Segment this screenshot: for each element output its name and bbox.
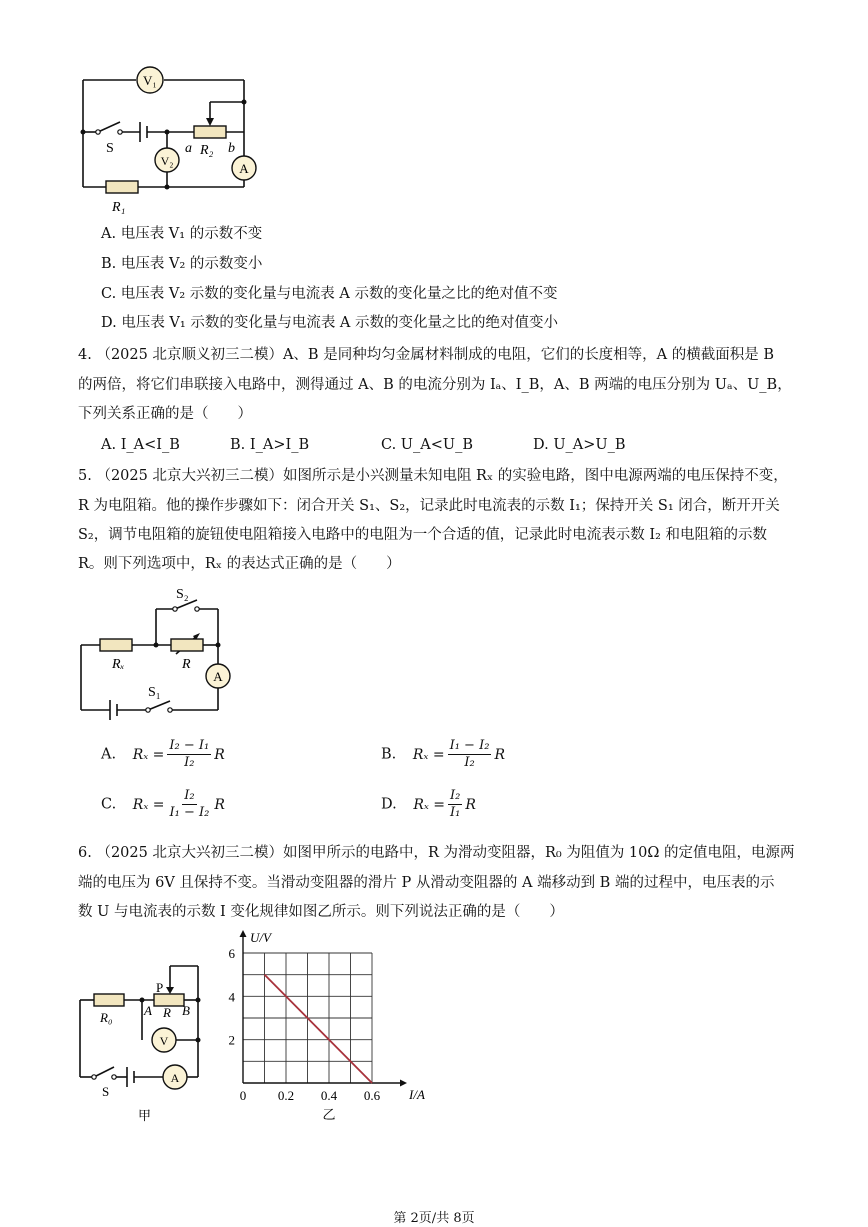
q6-slider-p-label: P (156, 980, 164, 995)
q6-circuit-diagram (72, 960, 212, 1125)
q3-option-c: C. 电压表 V₂ 示数的变化量与电流表 A 示数的变化量之比的绝对值不变 (101, 286, 558, 302)
q5-option-a-numerator: I₂ − I₁ (169, 738, 210, 753)
q3-end-b-label: b (228, 141, 235, 156)
q5-option-a (101, 738, 225, 771)
q6-switch-label: S (102, 1084, 110, 1099)
q4-option-c: C. U_A<U_B (381, 437, 474, 453)
q3-end-a-label: a (185, 141, 192, 156)
q6-circuit-caption: 甲 (138, 1108, 152, 1123)
q3-circuit-diagram (70, 60, 280, 220)
q4-option-b: B. I_A>I_B (230, 437, 310, 453)
u-i-series-line (265, 975, 373, 1083)
q6-ammeter-label: A (170, 1071, 180, 1085)
q5-option-a-rhs: R (214, 746, 225, 763)
q5-option-c (101, 788, 225, 821)
q4-text-line2: 的两倍，将它们串联接入电路中，测得通过 A、B 的电流分别为 Iₐ、I_B，A、B 两端的电压分别为 Uₐ、U_B， (78, 377, 792, 393)
q3-v1-label: V₁ (143, 73, 157, 88)
q5-circuit-diagram (75, 582, 240, 722)
q5-option-d-lhs: Rₓ = (413, 796, 446, 813)
q6-text-line1: 6. （2025 北京大兴初三二模）如图甲所示的电路中，R 为滑动变阻器，R₀ 为阻值为 10Ω 的定值电阻，电源两 (78, 845, 795, 861)
y-tick-label: 6 (228, 946, 235, 961)
q5-option-b-numerator: I₁ − I₂ (449, 738, 490, 753)
q3-r1-label: R₁ (112, 200, 126, 215)
q4-text-line3: 下列关系正确的是（ ） (78, 406, 252, 422)
y-axis-arrow (240, 930, 247, 937)
q5-option-c-rhs: R (214, 796, 225, 813)
q5-option-b (381, 738, 505, 771)
q5-text-line1: 5. （2025 北京大兴初三二模）如图所示是小兴测量未知电阻 Rₓ 的实验电路，图中电源两端的电压保持不变， (78, 468, 788, 484)
q3-ammeter-label: A (239, 161, 249, 176)
q6-voltmeter-label: V (159, 1034, 169, 1048)
x-tick-label: 0.4 (320, 1088, 338, 1103)
x-axis-label: I/A (409, 1087, 425, 1102)
y-tick-label: 2 (228, 1032, 235, 1048)
q5-option-a-letter: A. (101, 746, 117, 763)
q5-option-d-letter: D. (381, 796, 397, 813)
q5-ammeter-label: A (213, 669, 223, 684)
y-axis-label: U/V (250, 930, 271, 945)
q3-switch-label: S (106, 141, 114, 156)
q6-text-line3: 数 U 与电流表的示数 I 变化规律如图乙所示。则下列说法正确的是（ ） (78, 904, 564, 920)
q5-rx-label: Rₓ (112, 657, 125, 672)
q5-s2-label: S₂ (176, 587, 189, 602)
q3-r2-label: R₂ (200, 143, 214, 158)
q3-option-d: D. 电压表 V₁ 示数的变化量与电流表 A 示数的变化量之比的绝对值变小 (101, 315, 559, 331)
q5-option-a-lhs: Rₓ = (132, 746, 165, 763)
q4-option-d: D. U_A>U_B (533, 437, 626, 453)
y-tick-label: 4 (228, 989, 235, 1005)
q3-option-b: B. 电压表 V₂ 的示数变小 (101, 256, 263, 272)
x-tick-label: 0 (239, 1088, 247, 1103)
q5-option-c-denominator: I₁ − I₂ (169, 805, 210, 820)
q5-s1-label: S₁ (148, 685, 161, 700)
q5-text-line3: S₂，调节电阻箱的旋钮使电阻箱接入电路中的电阻为一个合适的值，记录此时电流表示数 I₂ 和电阻箱的示数 (78, 527, 768, 543)
q4-option-a: A. I_A<I_B (101, 437, 180, 453)
q3-v2-label: V₂ (160, 154, 174, 168)
q6-ui-chart (222, 925, 425, 1122)
x-axis-arrow (400, 1080, 407, 1087)
q5-text-line4: R。则下列选项中，Rₓ 的表达式正确的是（ ） (78, 556, 401, 572)
q3-option-a: A. 电压表 V₁ 的示数不变 (101, 226, 263, 242)
q6-text-line2: 端的电压为 6V 且保持不变。当滑动变阻器的滑片 P 从滑动变阻器的 A 端移动到 B 端的过程中，电压表的示 (78, 875, 775, 891)
q5-option-b-lhs: Rₓ = (412, 746, 445, 763)
q5-option-d-rhs: R (465, 796, 476, 813)
chart-caption: 乙 (322, 1107, 336, 1122)
q5-option-d-denominator: I₁ (450, 805, 461, 820)
q5-option-c-numerator: I₂ (184, 788, 195, 803)
q4-text-line1: 4. （2025 北京顺义初三二模）A、B 是同种均匀金属材料制成的电阻，它们的长度相等，A 的横截面积是 B (78, 347, 775, 363)
q5-option-b-letter: B. (381, 746, 397, 763)
q6-r-label: R (163, 1005, 171, 1020)
x-tick-label: 0.2 (277, 1088, 295, 1103)
page-footer: 第 2页/共 8页 (393, 1211, 475, 1226)
q5-option-c-lhs: Rₓ = (132, 796, 165, 813)
q5-option-d-numerator: I₂ (450, 788, 461, 803)
q5-option-d (381, 788, 476, 821)
q6-end-a-label: A (144, 1003, 152, 1018)
q6-r0-label: R₀ (100, 1010, 113, 1025)
q5-option-b-rhs: R (494, 746, 505, 763)
x-tick-label: 0.6 (363, 1088, 381, 1103)
q5-r-label: R (182, 657, 191, 672)
q5-text-line2: R 为电阻箱。他的操作步骤如下：闭合开关 S₁、S₂，记录此时电流表的示数 I₁；保持开关 S₁ 闭合，断开开关 (78, 498, 780, 514)
q5-option-b-denominator: I₂ (464, 755, 475, 770)
q6-end-b-label: B (182, 1003, 190, 1018)
q5-option-a-denominator: I₂ (184, 755, 195, 770)
q5-option-c-letter: C. (101, 796, 117, 813)
